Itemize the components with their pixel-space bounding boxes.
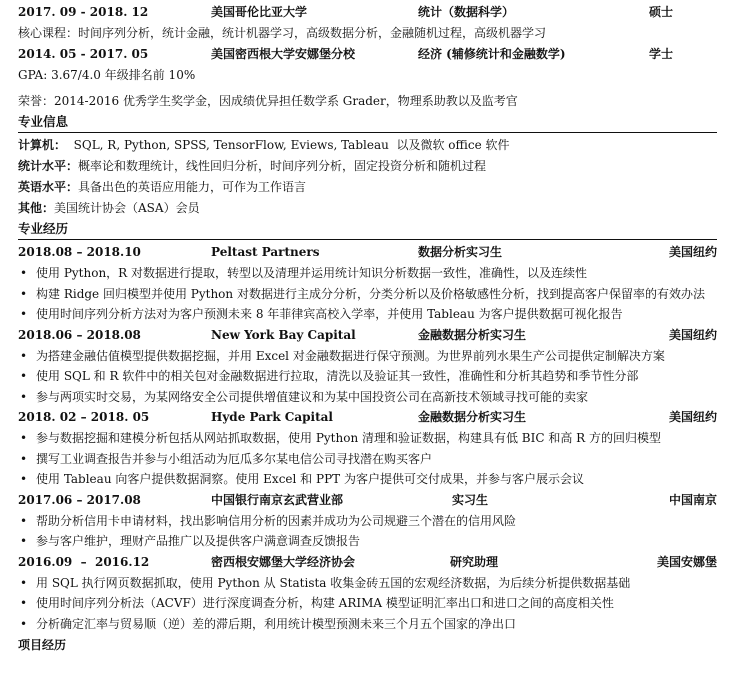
education-entry-header <box>18 2 717 23</box>
job-role: 金融数据分析实习生 <box>418 410 527 424</box>
job-header <box>18 552 717 573</box>
job-header <box>18 407 717 428</box>
job-date: 2016.09 – 2016.12 <box>18 554 150 569</box>
job-location: 美国纽约 <box>668 327 717 342</box>
job-role: 数据分析实习生 <box>418 245 503 259</box>
job-bullets <box>18 428 717 490</box>
job-role: 金融数据分析实习生 <box>418 327 527 342</box>
job-company: 密西根安娜堡大学经济协会 <box>211 554 356 569</box>
job-date: 2018. 02 – 2018. 05 <box>18 410 150 424</box>
education-detail: GPA: 3.67/4.0 年级排名前 10% <box>18 68 196 82</box>
skill-item <box>18 198 717 219</box>
job-location: 美国安娜堡 <box>656 554 717 569</box>
job-bullets <box>18 346 717 408</box>
section-title-skills: 专业信息 <box>18 112 717 133</box>
list-item: • 使用 Tableau 向客户提供数据洞察。使用 Excel 和 PPT 为客户提供可交付成果，并参与客户展示会议 <box>18 469 717 490</box>
education-degree: 学士 <box>648 47 673 61</box>
job-date: 2018.08 – 2018.10 <box>18 245 141 259</box>
skill-label: 其他： <box>18 201 55 215</box>
list-item: • 分析确定汇率与贸易顺（逆）差的滞后期，利用统计模型预测未来三个月五个国家的净出口 <box>18 614 717 635</box>
job-company: Peltast Partners <box>211 245 320 259</box>
list-item: • 使用 SQL 和 R 软件中的相关包对金融数据进行拉取，清洗以及验证其一致性，准确性和分析其趋势和季节性分部 <box>18 366 717 387</box>
list-item: • 使用 Python，R 对数据进行提取，转型以及清理并运用统计知识分析数据一致性，准确性，以及连续性 <box>18 263 717 284</box>
education-major: 经济 (辅修统计和金融数学) <box>418 47 566 61</box>
job-header <box>18 490 717 511</box>
education-major: 统计（数据科学） <box>418 5 515 19</box>
job-bullets <box>18 511 717 552</box>
skill-text: 概率论和数理统计，线性回归分析，时间序列分析，固定投资分析和随机过程 <box>78 159 487 173</box>
education-school: 美国哥伦比亚大学 <box>211 5 308 19</box>
job-role: 研究助理 <box>450 554 499 569</box>
skill-text: 美国统计协会（ASA）会员 <box>54 201 200 215</box>
skill-text: 具备出色的英语应用能力，可作为工作语言 <box>78 180 307 194</box>
list-item: • 构建 Ridge 回归模型并使用 Python 对数据进行主成分分析，分类分析以及价格敏感性分析，找到提高客户保留率的有效办法 <box>18 284 717 305</box>
list-item: • 帮助分析信用卡申请材料，找出影响信用分析的因素并成功为公司规避三个潜在的信用风险 <box>18 511 717 532</box>
job-company: Hyde Park Capital <box>211 410 333 424</box>
list-item: • 撰写工业调查报告并参与小组活动为厄瓜多尔某电信公司寻找潜在购买客户 <box>18 449 717 470</box>
skill-text: SQL, R, Python, SPSS, TensorFlow, Eviews, Tableau 以及微软 office 软件 <box>66 138 510 152</box>
education-date: 2014. 05 - 2017. 05 <box>18 47 149 61</box>
job-location: 美国纽约 <box>668 410 717 424</box>
list-item: • 参与数据挖掘和建模分析包括从网站抓取数据，使用 Python 清理和验证数据，构建具有低 BIC 和高 R 方的回归模型 <box>18 428 717 449</box>
job-bullets <box>18 263 717 325</box>
education-detail: 核心课程：时间序列分析，统计金融，统计机器学习，高级数据分析，金融随机过程，高级机器学习 <box>18 26 547 40</box>
job-role: 实习生 <box>452 492 489 507</box>
skill-item <box>18 177 717 198</box>
job-location: 美国纽约 <box>668 245 717 259</box>
list-item: • 为搭建金融估值模型提供数据挖掘，并用 Excel 对金融数据进行保守预测。为世界前列水果生产公司提供定制解决方案 <box>18 346 717 367</box>
section-title-projects: 项目经历 <box>18 638 67 652</box>
education-detail: 荣誉：2014-2016 优秀学生奖学金，因成绩优异担任数学系 Grader，物理系助教以及监考官 <box>18 94 518 108</box>
job-date: 2017.06 – 2017.08 <box>18 492 141 507</box>
list-item: • 参与客户维护，理财产品推广以及提供客户满意调查反馈报告 <box>18 531 717 552</box>
job-location: 中国南京 <box>668 492 717 507</box>
job-company: 中国银行南京玄武营业部 <box>211 492 344 507</box>
skill-label: 统计水平： <box>18 159 79 173</box>
education-degree: 硕士 <box>648 5 673 19</box>
skill-item <box>18 156 717 177</box>
list-item: • 参与两项实时交易，为某网络安全公司提供增值建议和为某中国投资公司在高新技术领域寻找可能的卖家 <box>18 387 717 408</box>
skill-label: 英语水平： <box>18 180 79 194</box>
education-entry-header <box>18 44 717 65</box>
skill-label: 计算机： <box>18 138 67 152</box>
job-company: New York Bay Capital <box>211 327 356 342</box>
job-header <box>18 325 717 346</box>
section-title-experience: 专业经历 <box>18 219 717 240</box>
list-item: • 使用时间序列分析法（ACVF）进行深度调查分析，构建 ARIMA 模型证明汇率出口和进口之间的高度相关性 <box>18 593 717 614</box>
job-date: 2018.06 – 2018.08 <box>18 327 141 342</box>
education-school: 美国密西根大学安娜堡分校 <box>211 47 356 61</box>
skill-item <box>18 135 717 156</box>
education-date: 2017. 09 - 2018. 12 <box>18 5 149 19</box>
list-item: • 使用时间序列分析方法对为客户预测未来 8 年菲律宾高校入学率，并使用 Tableau 为客户提供数据可视化报告 <box>18 304 717 325</box>
job-bullets <box>18 573 717 635</box>
job-header <box>18 242 717 263</box>
list-item: • 用 SQL 执行网页数据抓取，使用 Python 从 Statista 收集金砖五国的宏观经济数据，为后续分析提供数据基础 <box>18 573 717 594</box>
